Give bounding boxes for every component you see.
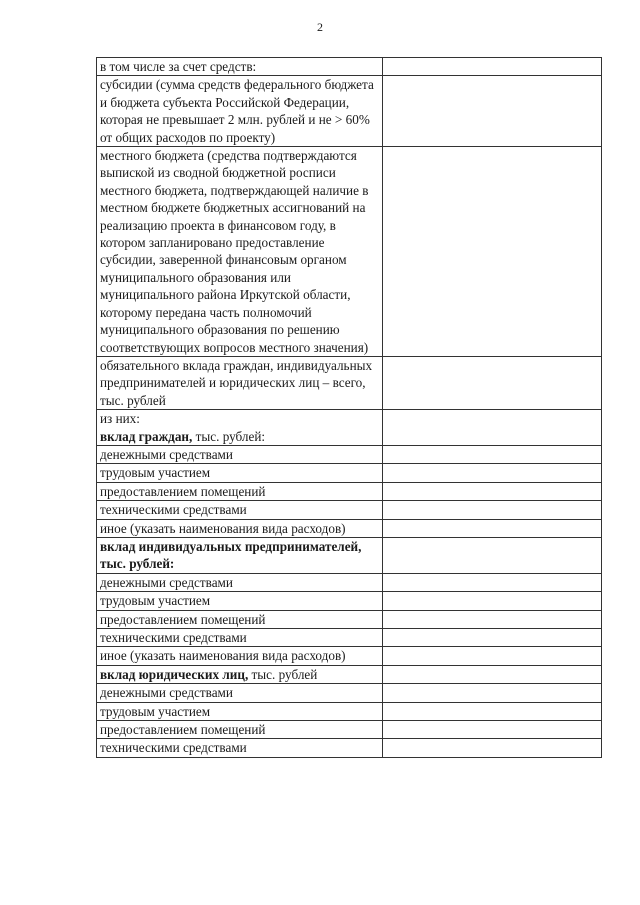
row-label: техническими средствами [97, 739, 383, 757]
row-label: трудовым участием [97, 464, 383, 482]
row-label: предоставлением помещений [97, 482, 383, 500]
table-row [97, 58, 602, 76]
row-value-cell[interactable] [383, 147, 602, 357]
row-label: предоставлением помещений [97, 610, 383, 628]
row-label: иное (указать наименования вида расходов) [97, 647, 383, 665]
row-label: техническими средствами [97, 629, 383, 647]
table-row [97, 501, 602, 519]
row-label: местного бюджета (средства подтверждаются выпиской из сводной бюджетной росписи местного бюджета, подтверждающей наличие в местном бюджете бюджетных ассигнований на реализацию проекта в финансовом году, в котором запланировано предоставление субсидии, заверенной финансовым органом муниципального образования или муниципального района Иркутской области, которому передана часть полномочий муниципального образования по решению соответствующих вопросов местного значения) [97, 147, 383, 357]
row-value-cell[interactable] [383, 76, 602, 147]
table-row [97, 739, 602, 757]
table-row [97, 445, 602, 463]
table-row [97, 410, 602, 446]
row-value-cell[interactable] [383, 592, 602, 610]
table-row [97, 610, 602, 628]
row-label: обязательного вклада граждан, индивидуальных предпринимателей и юридических лиц – всего, тыс. рублей [97, 356, 383, 409]
table-row [97, 482, 602, 500]
row-label: трудовым участием [97, 702, 383, 720]
row-label: предоставлением помещений [97, 721, 383, 739]
row-label-bold: вклад юридических лиц, [100, 666, 249, 682]
table-row [97, 702, 602, 720]
row-label [97, 410, 383, 446]
row-value-cell[interactable] [383, 501, 602, 519]
row-value-cell[interactable] [383, 629, 602, 647]
table-row [97, 356, 602, 409]
row-value-cell[interactable] [383, 482, 602, 500]
row-label: денежными средствами [97, 573, 383, 591]
row-value-cell[interactable] [383, 684, 602, 702]
row-label: субсидии (сумма средств федерального бюджета и бюджета субъекта Российской Федерации, которая не превышает 2 млн. рублей и не > 60% от общих расходов по проекту) [97, 76, 383, 147]
row-value-cell[interactable] [383, 58, 602, 76]
table-row [97, 684, 602, 702]
page-number: 2 [317, 20, 323, 34]
row-label: в том числе за счет средств: [97, 58, 383, 76]
row-label [97, 665, 383, 683]
table-row [97, 76, 602, 147]
row-label: трудовым участием [97, 592, 383, 610]
table-row [97, 537, 602, 573]
row-value-cell[interactable] [383, 410, 602, 446]
row-label: денежными средствами [97, 445, 383, 463]
table-row [97, 573, 602, 591]
table-row [97, 592, 602, 610]
table-row [97, 721, 602, 739]
row-value-cell[interactable] [383, 647, 602, 665]
row-label-rest: тыс. рублей: [192, 428, 266, 444]
budget-contribution-table [96, 57, 602, 758]
row-value-cell[interactable] [383, 665, 602, 683]
table-row [97, 629, 602, 647]
row-value-cell[interactable] [383, 519, 602, 537]
row-value-cell[interactable] [383, 702, 602, 720]
row-value-cell[interactable] [383, 464, 602, 482]
table-row [97, 464, 602, 482]
table-row [97, 519, 602, 537]
row-label-text: из них: [100, 411, 140, 427]
row-value-cell[interactable] [383, 573, 602, 591]
row-value-cell[interactable] [383, 721, 602, 739]
row-label-bold: вклад граждан, [100, 428, 193, 444]
row-label-bold: вклад индивидуальных предпринимателей, тыс. рублей: [97, 537, 383, 573]
row-value-cell[interactable] [383, 610, 602, 628]
row-value-cell[interactable] [383, 739, 602, 757]
row-value-cell[interactable] [383, 537, 602, 573]
row-label-rest: тыс. рублей [248, 666, 318, 682]
row-label: денежными средствами [97, 684, 383, 702]
row-value-cell[interactable] [383, 445, 602, 463]
row-label: техническими средствами [97, 501, 383, 519]
row-value-cell[interactable] [383, 356, 602, 409]
table-row [97, 147, 602, 357]
row-label: иное (указать наименования вида расходов) [97, 519, 383, 537]
table-row [97, 665, 602, 683]
table-row [97, 647, 602, 665]
